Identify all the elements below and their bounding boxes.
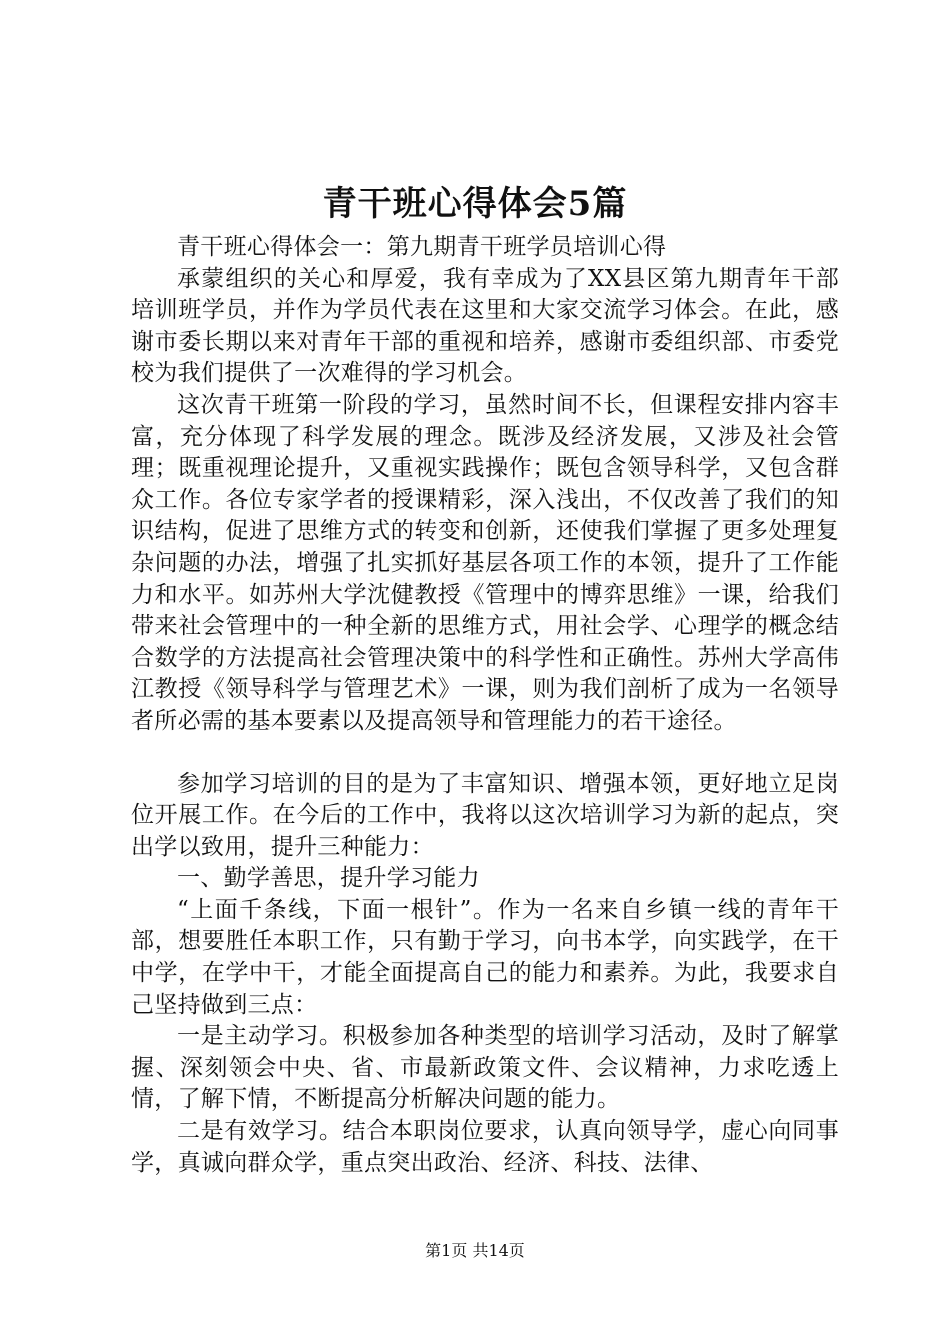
section-heading: 一、勤学善思，提升学习能力 bbox=[177, 865, 480, 892]
paragraph-heading: 青干班心得体会一：第九期青干班学员培训心得 bbox=[177, 234, 667, 260]
paragraph: “上面千条线，下面一根针”。作为一名来自乡镇一线的青年干部，想要胜任本职工作，只有勤于学习，向书本学，向实践学，在干中学，在学中干，才能全面提高自己的能力和素养。为此，我要求自己坚持做到三点： bbox=[131, 896, 839, 1018]
document-title: 青干班心得体会5篇 bbox=[322, 184, 628, 224]
paragraph: 参加学习培训的目的是为了丰富知识、增强本领，更好地立足岗位开展工作。在今后的工作中，我将以这次培训学习为新的起点，突出学以致用，提升三种能力： bbox=[131, 770, 839, 860]
page-footer: 第1页 共14页 bbox=[425, 1241, 525, 1260]
paragraph: 二是有效学习。结合本职岗位要求，认真向领导学，虚心向同事学，真诚向群众学，重点突出政治、经济、科技、法律、 bbox=[131, 1118, 839, 1176]
paragraph: 承蒙组织的关心和厚爱，我有幸成为了XX县区第九期青年干部培训班学员，并作为学员代表在这里和大家交流学习体会。在此，感谢市委长期以来对青年干部的重视和培养，感谢市委组织部、市委党校为我们提供了一次难得的学习机会。 bbox=[131, 265, 839, 387]
paragraph: 一是主动学习。积极参加各种类型的培训学习活动，及时了解掌握、深刻领会中央、省、市最新政策文件、会议精神，力求吃透上情，了解下情，不断提高分析解决问题的能力。 bbox=[131, 1023, 839, 1113]
paragraph: 这次青干班第一阶段的学习，虽然时间不长，但课程安排内容丰富，充分体现了科学发展的理念。既涉及经济发展，又涉及社会管理；既重视理论提升，又重视实践操作；既包含领导科学，又包含群众工作。各位专家学者的授课精彩，深入浅出，不仅改善了我们的知识结构，促进了思维方式的转变和创新，还使我们掌握了更多处理复杂问题的办法，增强了扎实抓好基层各项工作的本领，提升了工作能力和水平。如苏州大学沈健教授《管理中的博弈思维》一课，给我们带来社会管理中的一种全新的思维方式，用社会学、心理学的概念结合数学的方法提高社会管理决策中的科学性和正确性。苏州大学高伟江教授《领导科学与管理艺术》一课，则为我们剖析了成为一名领导者所必需的基本要素以及提高领导和管理能力的若干途径。 bbox=[131, 391, 839, 734]
document-body bbox=[131, 232, 839, 1179]
